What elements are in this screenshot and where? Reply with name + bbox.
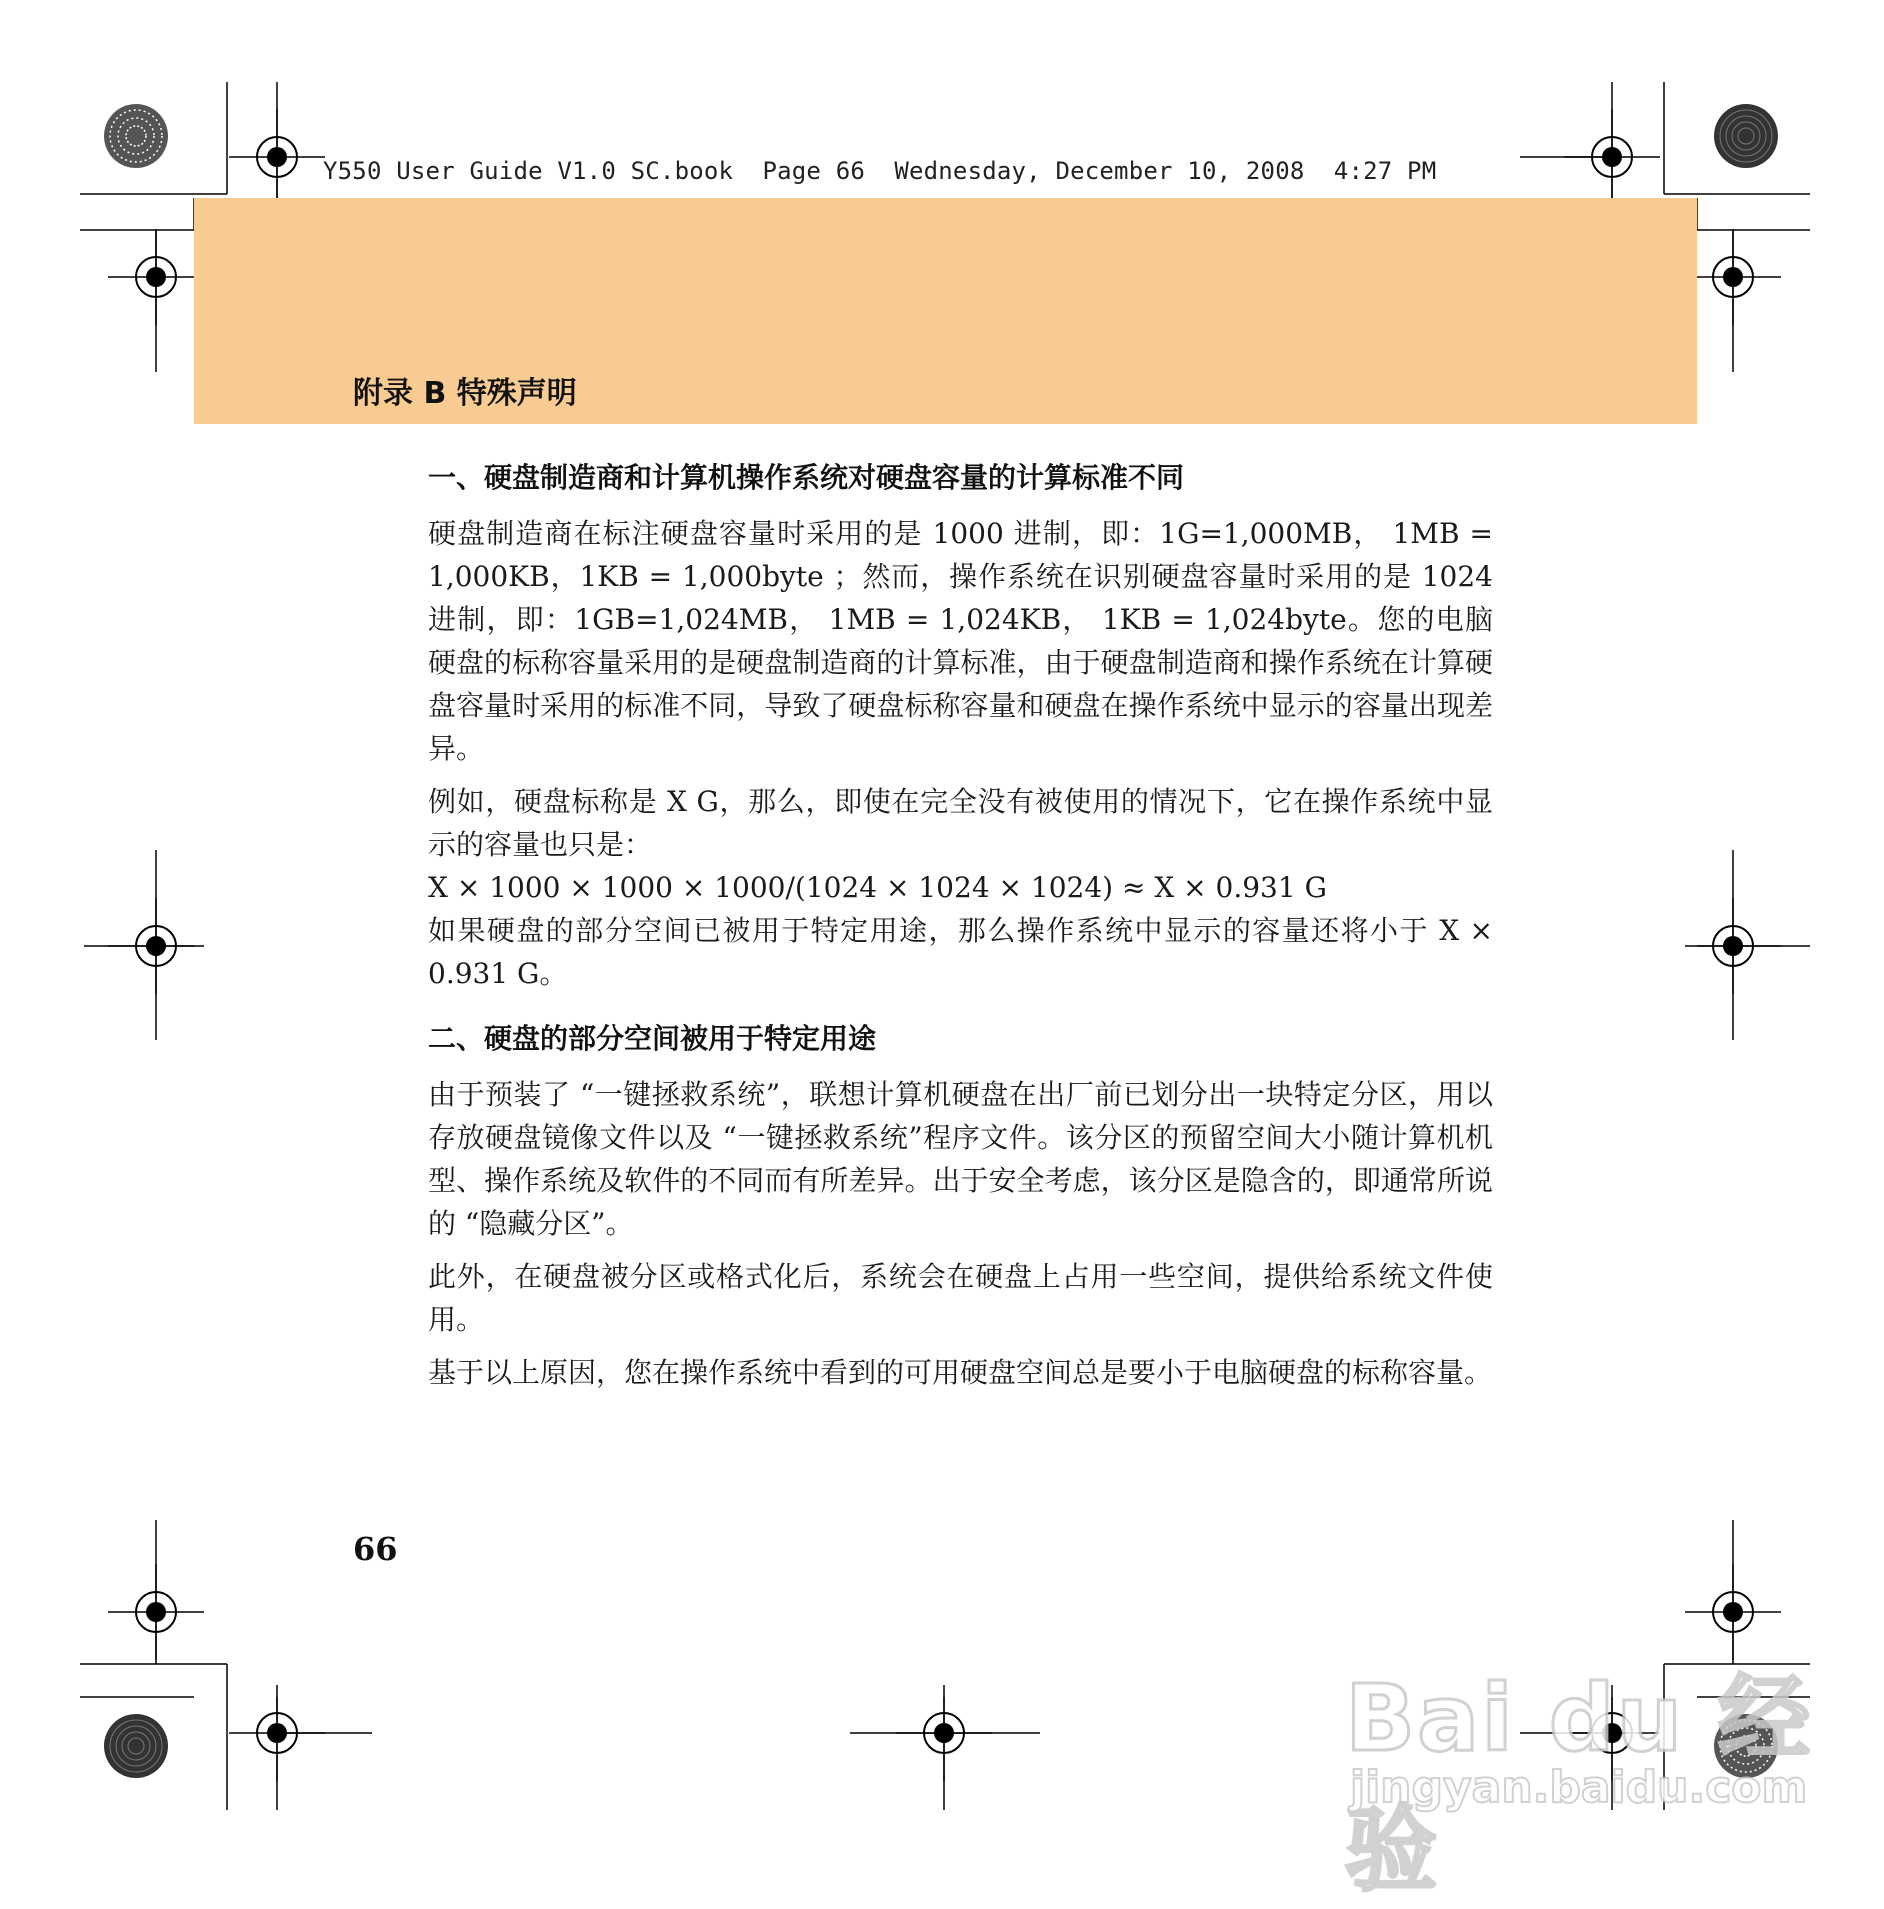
- main-content: [428, 456, 1493, 1404]
- concentric-circle-icon: [104, 1714, 168, 1778]
- paragraph: 此外，在硬盘被分区或格式化后，系统会在硬盘上占用一些空间，提供给系统文件使用。: [428, 1260, 1493, 1336]
- watermark-url: jingyan.baidu.com: [1350, 1762, 1808, 1813]
- paragraph: 例如，硬盘标称是 X G，那么，即使在完全没有被使用的情况下，它在操作系统中显示的容量也只是：: [428, 785, 1493, 861]
- paragraph: 基于以上原因，您在操作系统中看到的可用硬盘空间总是要小于电脑硬盘的标称容量。: [428, 1356, 1493, 1389]
- paragraph: 如果硬盘的部分空间已被用于特定用途，那么操作系统中显示的容量还将小于 X × 0.931 G。: [428, 914, 1493, 990]
- print-header-line: Y550 User Guide V1.0 SC.book Page 66 Wednesday, December 10, 2008 4:27 PM: [323, 157, 1437, 185]
- paragraph: 硬盘制造商在标注硬盘容量时采用的是 1000 进制，即：1G=1,000MB， 1MB = 1,000KB，1KB = 1,000byte ；然而，操作系统在识别硬盘容量时采用的是 1024 进制，即：1GB=1,024MB， 1MB = 1,024KB， 1KB = 1,024byte。您的电脑硬盘的标称容量采用的是硬盘制造商的计算标准，由于硬盘制造商和操作系统在计算硬盘容量时采用的标准不同，导致了硬盘标称容量和硬盘在操作系统中显示的容量出现差异。: [428, 517, 1493, 765]
- heading-capacity-standard: 一、硬盘制造商和计算机操作系统对硬盘容量的计算标准不同: [428, 461, 1185, 494]
- concentric-circle-icon: [1714, 104, 1778, 168]
- capacity-formula: X × 1000 × 1000 × 1000/(1024 × 1024 × 1024) ≈ X × 0.931 G: [428, 871, 1327, 904]
- heading-reserved-partition: 二、硬盘的部分空间被用于特定用途: [428, 1022, 877, 1055]
- page-number: 66: [353, 1530, 398, 1568]
- watermark-logo: Bai du 经验: [1345, 1665, 1813, 1904]
- paragraph: 由于预装了 “一键拯救系统”，联想计算机硬盘在出厂前已划分出一块特定分区，用以存放硬盘镜像文件以及 “一键拯救系统”程序文件。该分区的预留空间大小随计算机机型、操作系统及软件的不同而有所差异。出于安全考虑，该分区是隐含的，即通常所说的 “隐藏分区”。: [428, 1078, 1493, 1240]
- starburst-circle-icon: [104, 104, 168, 168]
- section-title: 附录 B 特殊声明: [353, 376, 577, 411]
